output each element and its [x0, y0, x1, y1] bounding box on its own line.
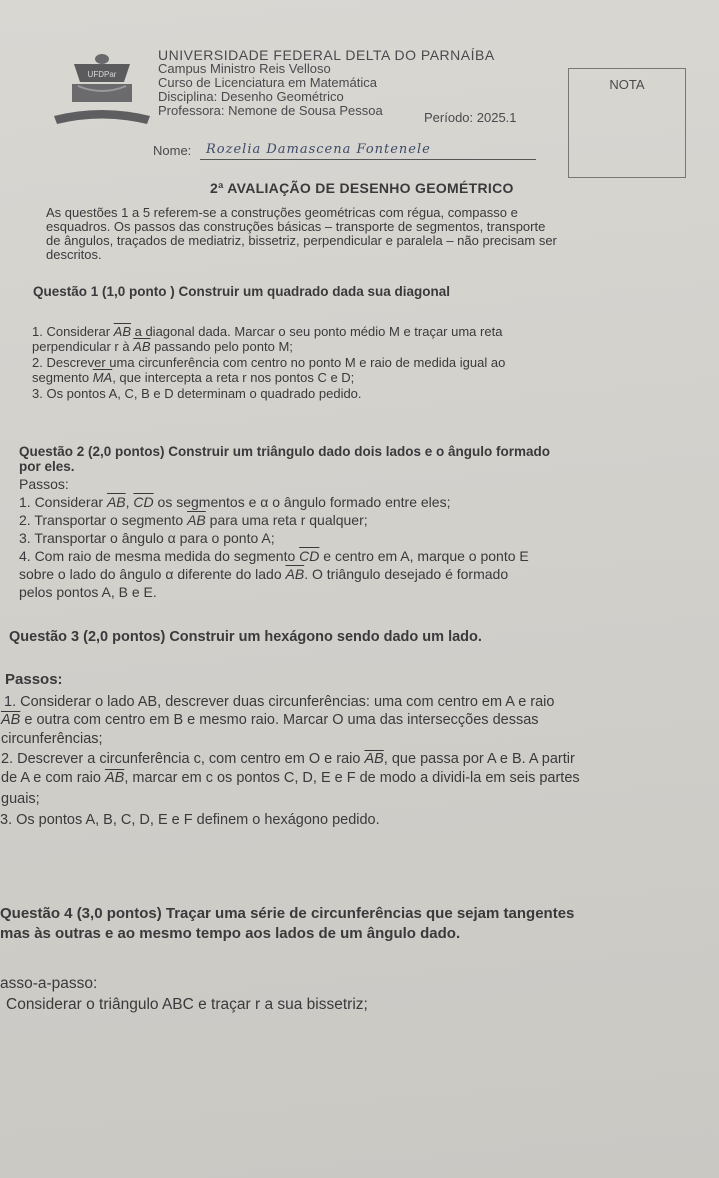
question-1-heading: Questão 1 (1,0 ponto ) Construir um quadrado dada sua diagonal: [33, 284, 451, 299]
question-2-line: 2. Transportar o segmento $\overline{AB}$ para uma reta r qualquer;: [19, 512, 368, 528]
question-2-line: 4. Com raio de mesma medida do segmento $\overline{CD}$ e centro em A, marque o ponto E: [19, 548, 529, 564]
question-2-heading: Questão 2 (2,0 pontos) Construir um triângulo dado dois lados e o ângulo formado: [19, 444, 551, 459]
question-3-steps-label: Passos:: [5, 671, 63, 688]
intro-line: As questões 1 a 5 referem-se a construções geométricas com régua, compasso e: [46, 205, 518, 220]
exam-header: [158, 48, 495, 118]
question-3-line: 1. Considerar o lado AB, descrever duas circunferências: uma com centro em A e raio: [4, 694, 555, 710]
question-4-heading: Questão 4 (3,0 pontos) Traçar uma série de circunferências que sejam tangentes: [0, 905, 575, 922]
logo-text: UFDPar: [87, 70, 117, 79]
question-2-line: pelos pontos A, B e E.: [19, 584, 157, 600]
intro-line: de ângulos, traçados de mediatriz, bissetriz, perpendicular e paralela – não precisam ser: [46, 233, 557, 248]
exam-title: 2ª AVALIAÇÃO DE DESENHO GEOMÉTRICO: [210, 180, 514, 196]
discipline-name: Disciplina: Desenho Geométrico: [158, 89, 344, 104]
question-2-line: sobre o lado do ângulo α diferente do lado $\overline{AB}$. O triângulo desejado é formado: [19, 566, 509, 582]
student-name-handwritten: Rozelia Damascena Fontenele: [206, 142, 431, 157]
name-label: Nome:: [153, 143, 192, 158]
question-3-line: de A e com raio $\overline{AB}$, marcar em c os pontos C, D, E e F de modo a dividi-la em seis partes: [1, 770, 580, 786]
university-name: UNIVERSIDADE FEDERAL DELTA DO PARNAÍBA: [158, 47, 495, 63]
intro-line: descritos.: [46, 247, 102, 262]
grade-box: [568, 68, 686, 178]
question-3-line: circunferências;: [1, 731, 103, 747]
question-4-heading: mas às outras e ao mesmo tempo aos lados de um ângulo dado.: [0, 925, 461, 942]
question-3-line: 2. Descrever a circunferência c, com centro em O e raio $\overline{AB}$, que passa por A e B. A partir: [1, 751, 575, 767]
intro-line: esquadros. Os passos das construções básicas – transporte de segmentos, transporte: [46, 219, 546, 234]
question-1-line: 1. Considerar $\overline{AB}$ a diagonal dada. Marcar o seu ponto médio M e traçar uma reta: [32, 324, 503, 339]
question-4-steps-label: asso-a-passo:: [0, 975, 98, 992]
period-label: Período: 2025.1: [424, 110, 517, 125]
question-1-line: 3. Os pontos A, C, B e D determinam o quadrado pedido.: [32, 386, 362, 401]
name-line: [200, 159, 536, 160]
question-2-heading: por eles.: [19, 459, 75, 474]
course-name: Curso de Licenciatura em Matemática: [158, 75, 377, 90]
question-3-heading: Questão 3 (2,0 pontos) Construir um hexágono sendo dado um lado.: [9, 629, 482, 645]
professor-name: Professora: Nemone de Sousa Pessoa: [158, 103, 383, 118]
question-3-line: 3. Os pontos A, B, C, D, E e F definem o hexágono pedido.: [0, 812, 380, 828]
university-logo: [52, 50, 152, 130]
campus-name: Campus Ministro Reis Velloso: [158, 61, 331, 76]
question-1-line: 2. Descrever uma circunferência com centro no ponto M e raio de medida igual ao: [32, 355, 506, 370]
question-1-line: segmento $\overline{MA}$, que intercepta a reta r nos pontos C e D;: [32, 370, 355, 385]
question-2-line: 1. Considerar $\overline{AB}$, $\overline{CD}$ os segmentos e α o ângulo formado entre eles;: [19, 494, 451, 510]
question-1-line: perpendicular r à $\overline{AB}$ passando pelo ponto M;: [32, 339, 293, 354]
grade-label: NOTA: [609, 77, 645, 92]
question-2-line: 3. Transportar o ângulo α para o ponto A;: [19, 530, 275, 546]
question-4-line: Considerar o triângulo ABC e traçar r a sua bissetriz;: [6, 996, 368, 1013]
question-3-line: $\overline{AB}$ e outra com centro em B e mesmo raio. Marcar O uma das intersecções dessas: [1, 712, 539, 728]
question-3-line: guais;: [1, 791, 40, 807]
question-2-steps-label: Passos:: [19, 476, 69, 492]
